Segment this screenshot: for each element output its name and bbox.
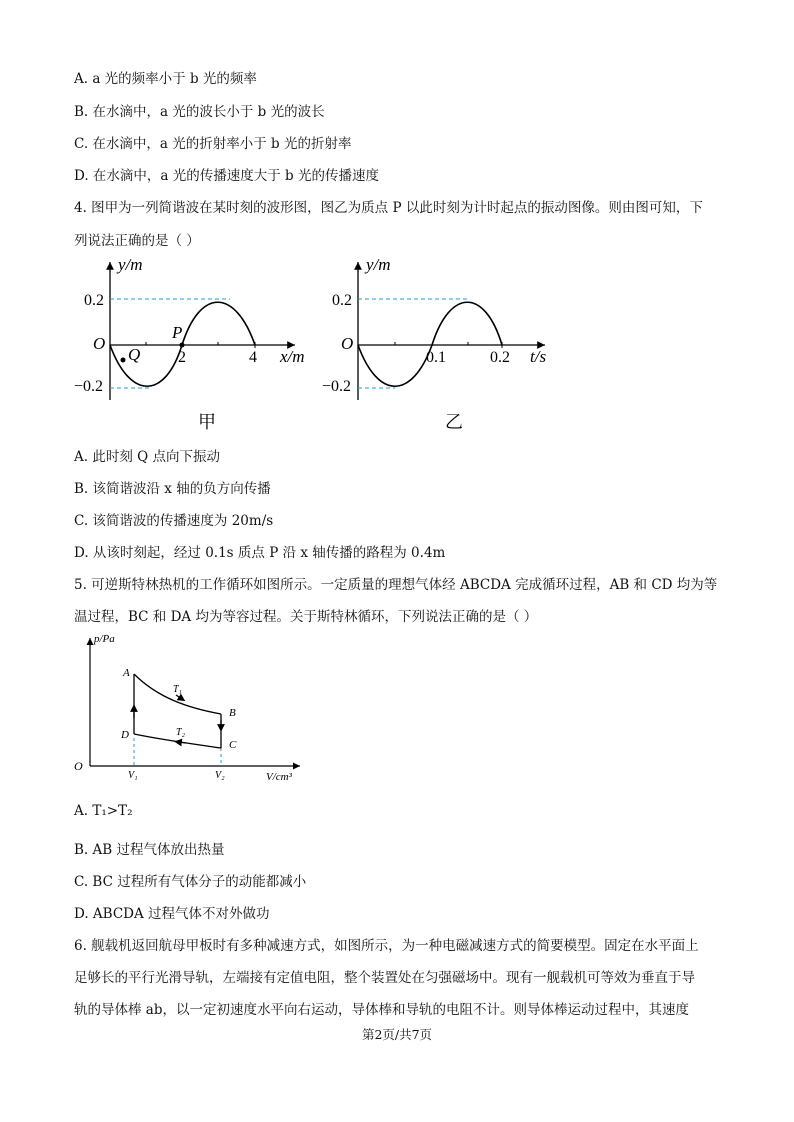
q4-option-c: C. 该简谐波的传播速度为 20m/s: [74, 513, 274, 529]
jia-label-p: P: [172, 323, 183, 342]
jia-xlabel: x/m: [280, 347, 305, 366]
q5-option-c: C. BC 过程所有气体分子的动能都减小: [74, 874, 307, 890]
jia-label-q: Q: [128, 345, 141, 364]
yi-ytick-neg: −0.2: [322, 378, 352, 395]
pv-label-t1: T₁: [173, 684, 183, 695]
pv-origin: O: [74, 759, 83, 773]
q4-option-a: A. 此时刻 Q 点向下振动: [74, 449, 220, 465]
yi-xlabel: t/s: [530, 347, 547, 366]
q6-line1: 6. 舰载机返回航母甲板时有多种减速方式，如图所示，为一种电磁减速方式的简要模型。固定在水平面上: [74, 938, 699, 954]
jia-point-q: [121, 358, 126, 363]
pv-label-v1: V₁: [128, 770, 138, 781]
jia-caption: 甲: [198, 412, 216, 432]
q4-option-b: B. 该简谐波沿 x 轴的负方向传播: [74, 481, 271, 497]
pv-label-c: C: [229, 739, 237, 751]
jia-xtick-4: 4: [249, 349, 257, 366]
pv-ylabel: p/Pa: [94, 633, 115, 645]
pv-label-t2: T₂: [176, 727, 186, 738]
jia-ylabel: y/m: [118, 255, 143, 274]
q3-option-d: D. 在水滴中，a 光的传播速度大于 b 光的传播速度: [74, 168, 379, 184]
yi-ytick-pos: 0.2: [332, 292, 352, 309]
q4-stem-line2: 列说法正确的是（ ）: [74, 233, 200, 249]
pv-label-a: A: [123, 667, 130, 679]
yi-vibration-curve: [358, 302, 502, 386]
q5-option-a: A. T₁>T₂: [74, 803, 133, 819]
pv-xlabel: V/cm³: [266, 771, 292, 783]
q6-line2: 足够长的平行光滑导轨，左端接有定值电阻，整个装置处在匀强磁场中。现有一舰载机可等效为垂直于导: [74, 970, 695, 986]
q5-option-b: B. AB 过程气体放出热量: [74, 842, 225, 858]
yi-caption: 乙: [445, 412, 463, 432]
jia-ytick-neg: −0.2: [74, 378, 104, 395]
q4-stem-line1: 4. 图甲为一列简谐波在某时刻的波形图，图乙为质点 P 以此时刻为计时起点的振动图像。则由图可知，下: [74, 200, 703, 216]
vibration-graph-yi: [322, 255, 546, 432]
jia-origin: O: [93, 334, 106, 353]
page-footer: 第2页/共7页: [361, 1027, 433, 1042]
q5-stem-line2: 温过程，BC 和 DA 均为等容过程。关于斯特林循环，下列说法正确的是（ ）: [74, 609, 538, 625]
q4-option-d: D. 从该时刻起，经过 0.1s 质点 P 沿 x 轴传播的路程为 0.4m: [74, 545, 446, 561]
yi-xtick-02: 0.2: [490, 349, 510, 366]
wave-graph-jia: [74, 255, 305, 432]
jia-point-p: [180, 343, 185, 348]
q5-pv-diagram: [68, 628, 318, 788]
yi-origin: O: [341, 334, 354, 353]
q3-option-b: B. 在水滴中，a 光的波长小于 b 光的波长: [74, 104, 325, 120]
q3-option-a: A. a 光的频率小于 b 光的频率: [74, 71, 257, 87]
jia-xtick-2: 2: [178, 349, 186, 366]
q5-option-d: D. ABCDA 过程气体不对外做功: [74, 906, 270, 922]
q3-option-c: C. 在水滴中，a 光的折射率小于 b 光的折射率: [74, 136, 352, 152]
pv-label-d: D: [121, 729, 129, 741]
q6-line3: 轨的导体棒 ab，以一定初速度水平向右运动，导体棒和导轨的电阻不计。则导体棒运动过程中，其速度: [74, 1002, 689, 1018]
yi-xtick-01: 0.1: [426, 349, 446, 366]
pv-label-v2: V₂: [215, 770, 225, 781]
jia-ytick-pos: 0.2: [84, 292, 104, 309]
q4-figure: [74, 250, 560, 435]
pv-label-b: B: [229, 707, 236, 719]
q5-stem-line1: 5. 可逆斯特林热机的工作循环如图所示。一定质量的理想气体经 ABCDA 完成循环过程，AB 和 CD 均为等: [74, 577, 718, 593]
yi-ylabel: y/m: [366, 255, 391, 274]
